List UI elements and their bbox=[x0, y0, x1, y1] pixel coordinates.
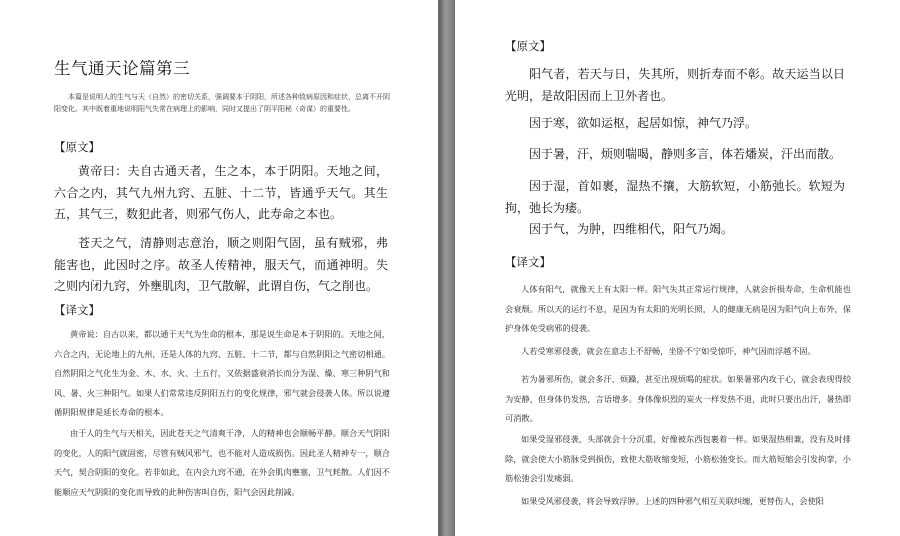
right-page bbox=[454, 0, 900, 536]
yiwen-paragraph: 黄帝说：自古以来，都以通于天气为生命的根本，那是说生命是本于阴阳的。天地之间，六合之内，无论地上的九州，还是人体的九窍、五脏、十二节，都与自然阴阳之气密切相通。自然阴阳之气化生为金、木、水、火、土五行，又依据盛衰消长而分为湿、燥、寒三种阴气和风、暑、火三种阳气。如果人们常常违反阴阳五行的变化规律，邪气就会侵袭人体。所以说遵循阴阳规律是延长寿命的根本。 bbox=[54, 329, 390, 417]
yuanwen-paragraph: 黄帝曰：夫自古通天者，生之本，本于阴阳。天地之间，六合之内，其气九州九窍、五脏、十二节，皆通乎天气。其生五，其气三，数犯此者，则邪气伤人，此寿命之本也。 bbox=[54, 164, 388, 221]
yiwen-paragraph: 如果受风邪侵袭，将会导致浮肿。上述的四种邪气相互关联纠缠，更替伤人，会使阳 bbox=[521, 496, 824, 506]
yiwen-heading: 【译文】 bbox=[54, 303, 100, 317]
yiwen-paragraph: 由于人的生气与天相关，因此苍天之气清爽干净，人的精神也会顺畅平静。顺合天气阴阳的变化，人的阳气就固密，尽管有贼风邪气，也不能对人造成损伤。因此圣人精神专一，顺合天气，契合阴阳的变化。若非如此，在内会九窍不通，在外会肌肉壅塞，卫气耗散。人们因不能顺应天气阴阳的变化而导致的此种伤害叫自伤，阳气会因此削减。 bbox=[54, 428, 390, 497]
yiwen-paragraph: 人若受寒邪侵袭，就会在意志上不舒畅，坐卧不宁如受惊吓，神气因而浮越不固。 bbox=[521, 346, 816, 356]
page-title: 生气通天论篇第三 bbox=[54, 59, 190, 78]
yuanwen-paragraph: 苍天之气，清静则志意治，顺之则阳气固，虽有贼邪，弗能害也，此因时之序。故圣人传精神，服天气，而通神明。失之则内闭九窍，外壅肌肉，卫气散解，此谓自伤，气之削也。 bbox=[54, 236, 388, 293]
intro-paragraph: 本篇是说明人的生气与天（自然）的密切关系，强调要本于阴阳，所述各种致病原因和症状，总离不开阴阳变化。其中既着重地说明阳气失常在病理上的影响，同时又提出了阴平阳秘（奇谋）的重要性。 bbox=[54, 93, 390, 113]
yuanwen-paragraph: 因于气，为肿，四维相代，阳气乃竭。 bbox=[529, 222, 734, 236]
yiwen-paragraph: 人体有阳气，就像天上有太阳一样。阳气失其正常运行规律，人就会折损寿命，生命机能也会衰颓。所以天的运行不息，是因为有太阳的光明长照，人的健康无病是因为阳气向上布外，保护身体免受病邪的侵袭。 bbox=[505, 284, 851, 333]
page-gutter bbox=[439, 0, 454, 536]
yuanwen-paragraph: 因于湿，首如裹，湿热不攘，大筋软短，小筋弛长。软短为拘，弛长为痿。 bbox=[505, 179, 845, 215]
yuanwen-heading: 【原文】 bbox=[54, 140, 100, 154]
yiwen-heading: 【译文】 bbox=[505, 255, 551, 269]
yiwen-paragraph: 如果受湿邪侵袭，头部就会十分沉重，好像被东西包裹着一样。如果湿热相兼，没有及时排除，就会使大小筋脉受到损伤，致使大筋收缩变短，小筋松弛变长。而大筋短缩会引发拘挛，小筋松弛会引发痿弱。 bbox=[505, 434, 851, 483]
yiwen-paragraph: 若为暑邪所伤，就会多汗、烦躁，甚至出现烦喝的症状。如果暑邪内攻于心，就会表现得较为安静，但身体仍发热，言语增多。身体像炽烈的炭火一样发热不退，此时只要出出汗，暑热即可消散。 bbox=[505, 374, 851, 423]
left-page bbox=[0, 0, 439, 536]
yuanwen-paragraph: 阳气者，若天与日，失其所，则折寿而不彰。故天运当以日光明，是故阳因而上卫外者也。 bbox=[505, 67, 845, 103]
yuanwen-paragraph: 因于暑，汗，烦则喘喝，静则多言，体若燔炭，汗出而散。 bbox=[529, 147, 842, 161]
yuanwen-paragraph: 因于寒，欲如运枢，起居如惊，神气乃浮。 bbox=[529, 116, 758, 130]
yuanwen-heading: 【原文】 bbox=[505, 39, 551, 53]
